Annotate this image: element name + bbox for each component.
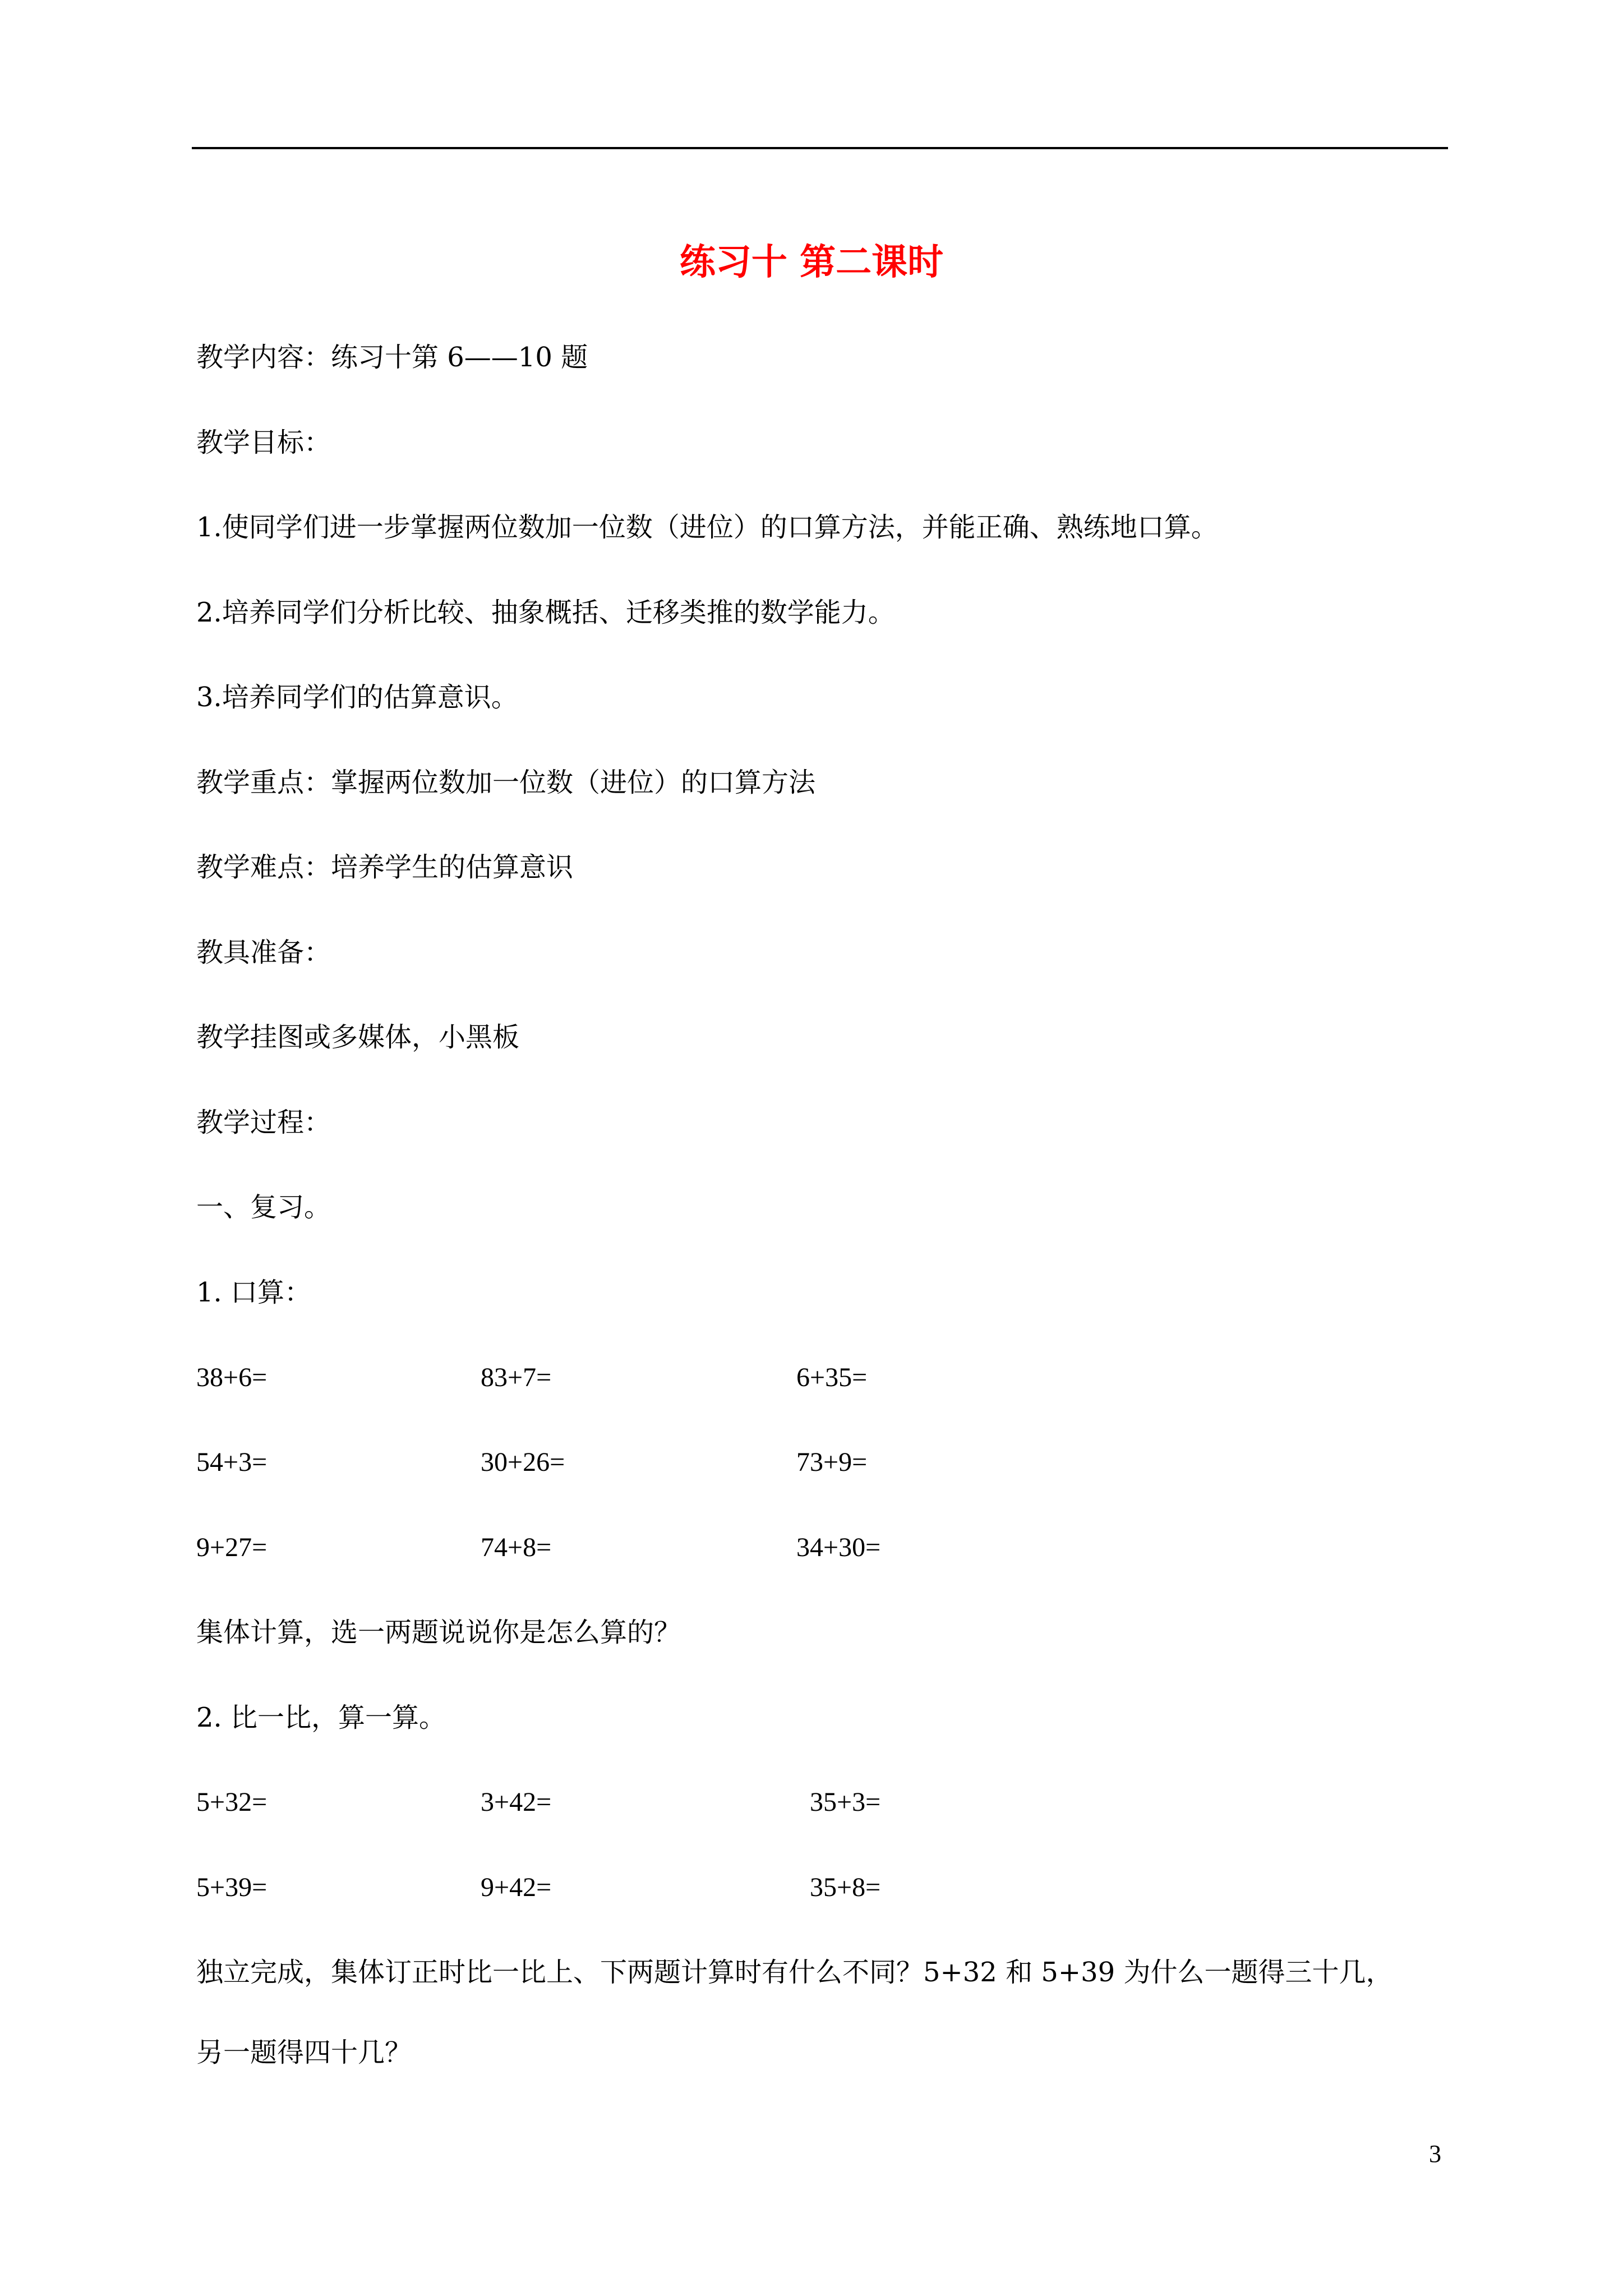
- materials-heading: 教具准备：: [196, 937, 331, 968]
- goal-item-2: 2.培养同学们分析比较、抽象概括、迁移类推的数学能力。: [196, 597, 895, 628]
- teaching-content-line: 教学内容：练习十第 6——10 题: [196, 342, 588, 373]
- exercise-1-cell: 34+30=: [796, 1533, 881, 1562]
- exercise-1-cell: 73+9=: [796, 1447, 868, 1477]
- process-heading: 教学过程：: [196, 1107, 331, 1138]
- exercise-1-cell: 30+26=: [481, 1447, 565, 1477]
- exercise-1-heading: 1. 口算：: [196, 1277, 312, 1308]
- group-calc-line: 集体计算，选一两题说说你是怎么算的？: [196, 1617, 681, 1648]
- exercise-1-cell: 9+27=: [196, 1533, 268, 1562]
- exercise-2-cell: 5+39=: [196, 1872, 268, 1902]
- exercise-2-cell: 3+42=: [481, 1787, 552, 1817]
- exercise-2-cell: 9+42=: [481, 1872, 552, 1902]
- goal-item-1: 1.使同学们进一步掌握两位数加一位数（进位）的口算方法，并能正确、熟练地口算。: [196, 512, 1218, 543]
- exercise-1-cell: 6+35=: [796, 1363, 868, 1392]
- closing-line-1: 独立完成，集体订正时比一比上、下两题计算时有什么不同？5+32 和 5+39 为什么一题得三十几，: [196, 1957, 1393, 1988]
- exercise-1-cell: 83+7=: [481, 1363, 552, 1392]
- goal-item-3: 3.培养同学们的估算意识。: [196, 682, 518, 713]
- page-title: 练习十 第二课时: [679, 242, 944, 283]
- closing-line-2: 另一题得四十几？: [196, 2037, 412, 2068]
- exercise-1-cell: 38+6=: [196, 1363, 268, 1392]
- exercise-2-heading: 2. 比一比，算一算。: [196, 1702, 446, 1733]
- difficulties-line: 教学难点：培养学生的估算意识: [196, 852, 574, 883]
- section-review-heading: 一、复习。: [196, 1191, 331, 1223]
- page-number: 3: [1429, 2140, 1441, 2168]
- exercise-1-cell: 54+3=: [196, 1447, 268, 1477]
- header-rule: [192, 147, 1448, 149]
- exercise-2-cell: 5+32=: [196, 1787, 268, 1817]
- exercise-2-cell: 35+8=: [810, 1872, 881, 1902]
- key-points-line: 教学重点：掌握两位数加一位数（进位）的口算方法: [196, 767, 816, 798]
- teaching-goals-heading: 教学目标：: [196, 427, 331, 458]
- exercise-1-cell: 74+8=: [481, 1533, 552, 1562]
- exercise-2-cell: 35+3=: [810, 1787, 881, 1817]
- materials-line: 教学挂图或多媒体，小黑板: [196, 1022, 520, 1053]
